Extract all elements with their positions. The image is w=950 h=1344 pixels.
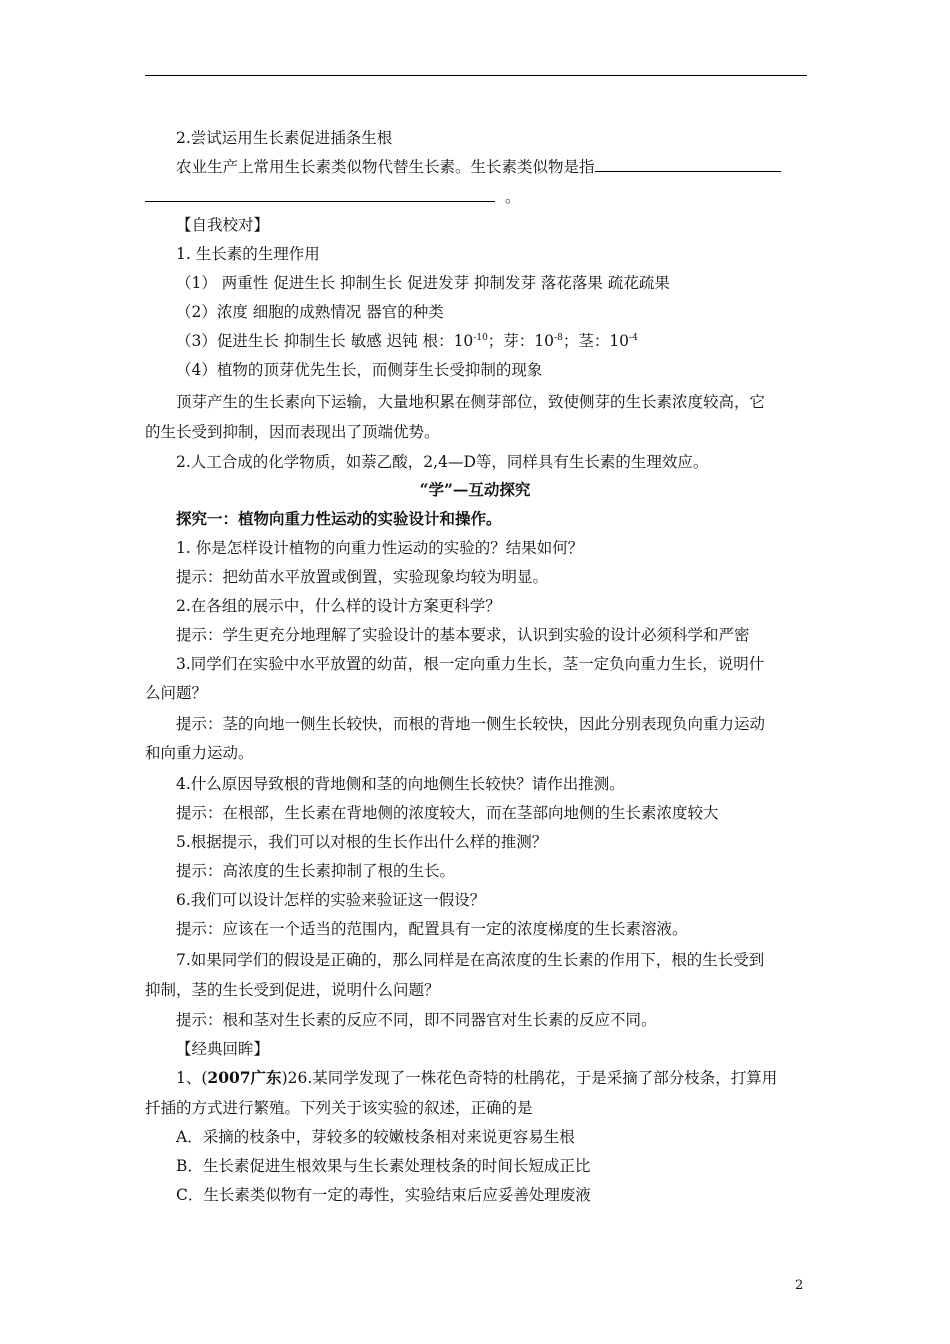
point-3-text-a: （3）促进生长 抑制生长 敏感 迟钝 根：10 xyxy=(176,332,474,350)
question-4: 4.什么原因导致根的背地侧和茎的向地侧生长较快？请作出推测。 xyxy=(176,775,625,793)
question-1: 1. 你是怎样设计植物的向重力性运动的实验的？结果如何？ xyxy=(176,539,584,557)
apical-dominance-para-1: 顶芽产生的生长素向下运输，大量地积累在侧芽部位，致使侧芽的生长素浓度较高，它 xyxy=(176,393,766,411)
question-5: 5.根据提示，我们可以对根的生长作出什么样的推测？ xyxy=(176,833,548,851)
self-check-point-4: （4）植物的顶芽优先生长，而侧芽生长受抑制的现象 xyxy=(176,361,543,379)
answer-blank-2[interactable] xyxy=(145,187,495,202)
self-check-item-2: 2.人工合成的化学物质，如萘乙酸，2,4—D等，同样具有生长素的生理效应。 xyxy=(176,453,709,471)
learn-section-title: “学”—互动探究 xyxy=(419,480,531,499)
question-2: 2.在各组的展示中，什么样的设计方案更科学？ xyxy=(176,597,501,615)
self-check-item-1: 1. 生长素的生理作用 xyxy=(176,245,320,263)
classic-review-heading: 【经典回眸】 xyxy=(176,1040,270,1058)
analog-definition-line-2 xyxy=(145,187,521,207)
point-3-text-b: ；芽：10 xyxy=(487,332,555,350)
section-title-try: 2.尝试运用生长素促进插条生根 xyxy=(176,129,393,147)
hint-7: 提示：根和茎对生长素的反应不同，即不同器官对生长素的反应不同。 xyxy=(176,1011,657,1029)
analog-definition-line xyxy=(176,157,781,177)
point-3-text-c: ；茎：10 xyxy=(562,332,630,350)
apical-dominance-para-2: 的生长受到抑制，因而表现出了顶端优势。 xyxy=(145,423,440,441)
analog-definition-text: 农业生产上常用生长素类似物代替生长素。生长素类似物是指 xyxy=(176,158,595,176)
page-number: 2 xyxy=(795,1278,804,1293)
classic-question-line-2: 扦插的方式进行繁殖。下列关于该实验的叙述，正确的是 xyxy=(145,1099,533,1117)
answer-blank-1[interactable] xyxy=(595,157,781,172)
hint-3-line-1: 提示：茎的向地一侧生长较快，而根的背地一侧生长较快，因此分别表现负向重力运动 xyxy=(176,715,766,733)
classic-question-line-1 xyxy=(176,1068,777,1088)
exponent-root: -10 xyxy=(473,332,488,343)
exponent-bud: -8 xyxy=(554,332,563,343)
question-3-line-2: 么问题？ xyxy=(145,684,208,702)
option-b: B．生长素促进生根效果与生长素处理枝条的时间长短成正比 xyxy=(176,1157,591,1175)
hint-2: 提示：学生更充分地理解了实验设计的基本要求，认识到实验的设计必须科学和严密 xyxy=(176,626,750,644)
hint-6: 提示：应该在一个适当的范围内，配置具有一定的浓度梯度的生长素溶液。 xyxy=(176,920,688,938)
hint-4: 提示：在根部，生长素在背地侧的浓度较大，而在茎部向地侧的生长素浓度较大 xyxy=(176,804,719,822)
sentence-end: 。 xyxy=(505,188,521,206)
question-prefix: 1、( xyxy=(176,1069,208,1087)
option-c: C．生长素类似物有一定的毒性，实验结束后应妥善处理废液 xyxy=(176,1186,591,1204)
self-check-point-2: （2）浓度 细胞的成熟情况 器官的种类 xyxy=(176,303,444,321)
hint-5: 提示：高浓度的生长素抑制了根的生长。 xyxy=(176,862,456,880)
self-check-heading: 【自我校对】 xyxy=(176,216,270,234)
question-text-1: )26.某同学发现了一株花色奇特的杜鹃花，于是采摘了部分枝条，打算用 xyxy=(281,1069,778,1087)
question-6: 6.我们可以设计怎样的实验来验证这一假设？ xyxy=(176,891,486,909)
exponent-stem: -4 xyxy=(629,332,638,343)
self-check-point-1: （1） 两重性 促进生长 抑制生长 促进发芽 抑制发芽 落花落果 疏花疏果 xyxy=(176,274,670,292)
option-a: A．采摘的枝条中，芽较多的较嫩枝条相对来说更容易生根 xyxy=(176,1128,575,1146)
header-rule xyxy=(145,75,807,76)
question-7-line-1: 7.如果同学们的假设是正确的，那么同样是在高浓度的生长素的作用下，根的生长受到 xyxy=(176,951,765,969)
question-3-line-1: 3.同学们在实验中水平放置的幼苗，根一定向重力生长，茎一定负向重力生长，说明什 xyxy=(176,655,765,673)
hint-3-line-2: 和向重力运动。 xyxy=(145,744,254,762)
question-source: 2007广东 xyxy=(207,1068,282,1087)
explore-1-heading: 探究一：植物向重力性运动的实验设计和操作。 xyxy=(176,509,502,528)
self-check-point-3 xyxy=(176,331,638,351)
hint-1: 提示：把幼苗水平放置或倒置，实验现象均较为明显。 xyxy=(176,568,549,586)
question-7-line-2: 抑制，茎的生长受到促进，说明什么问题？ xyxy=(145,981,440,999)
